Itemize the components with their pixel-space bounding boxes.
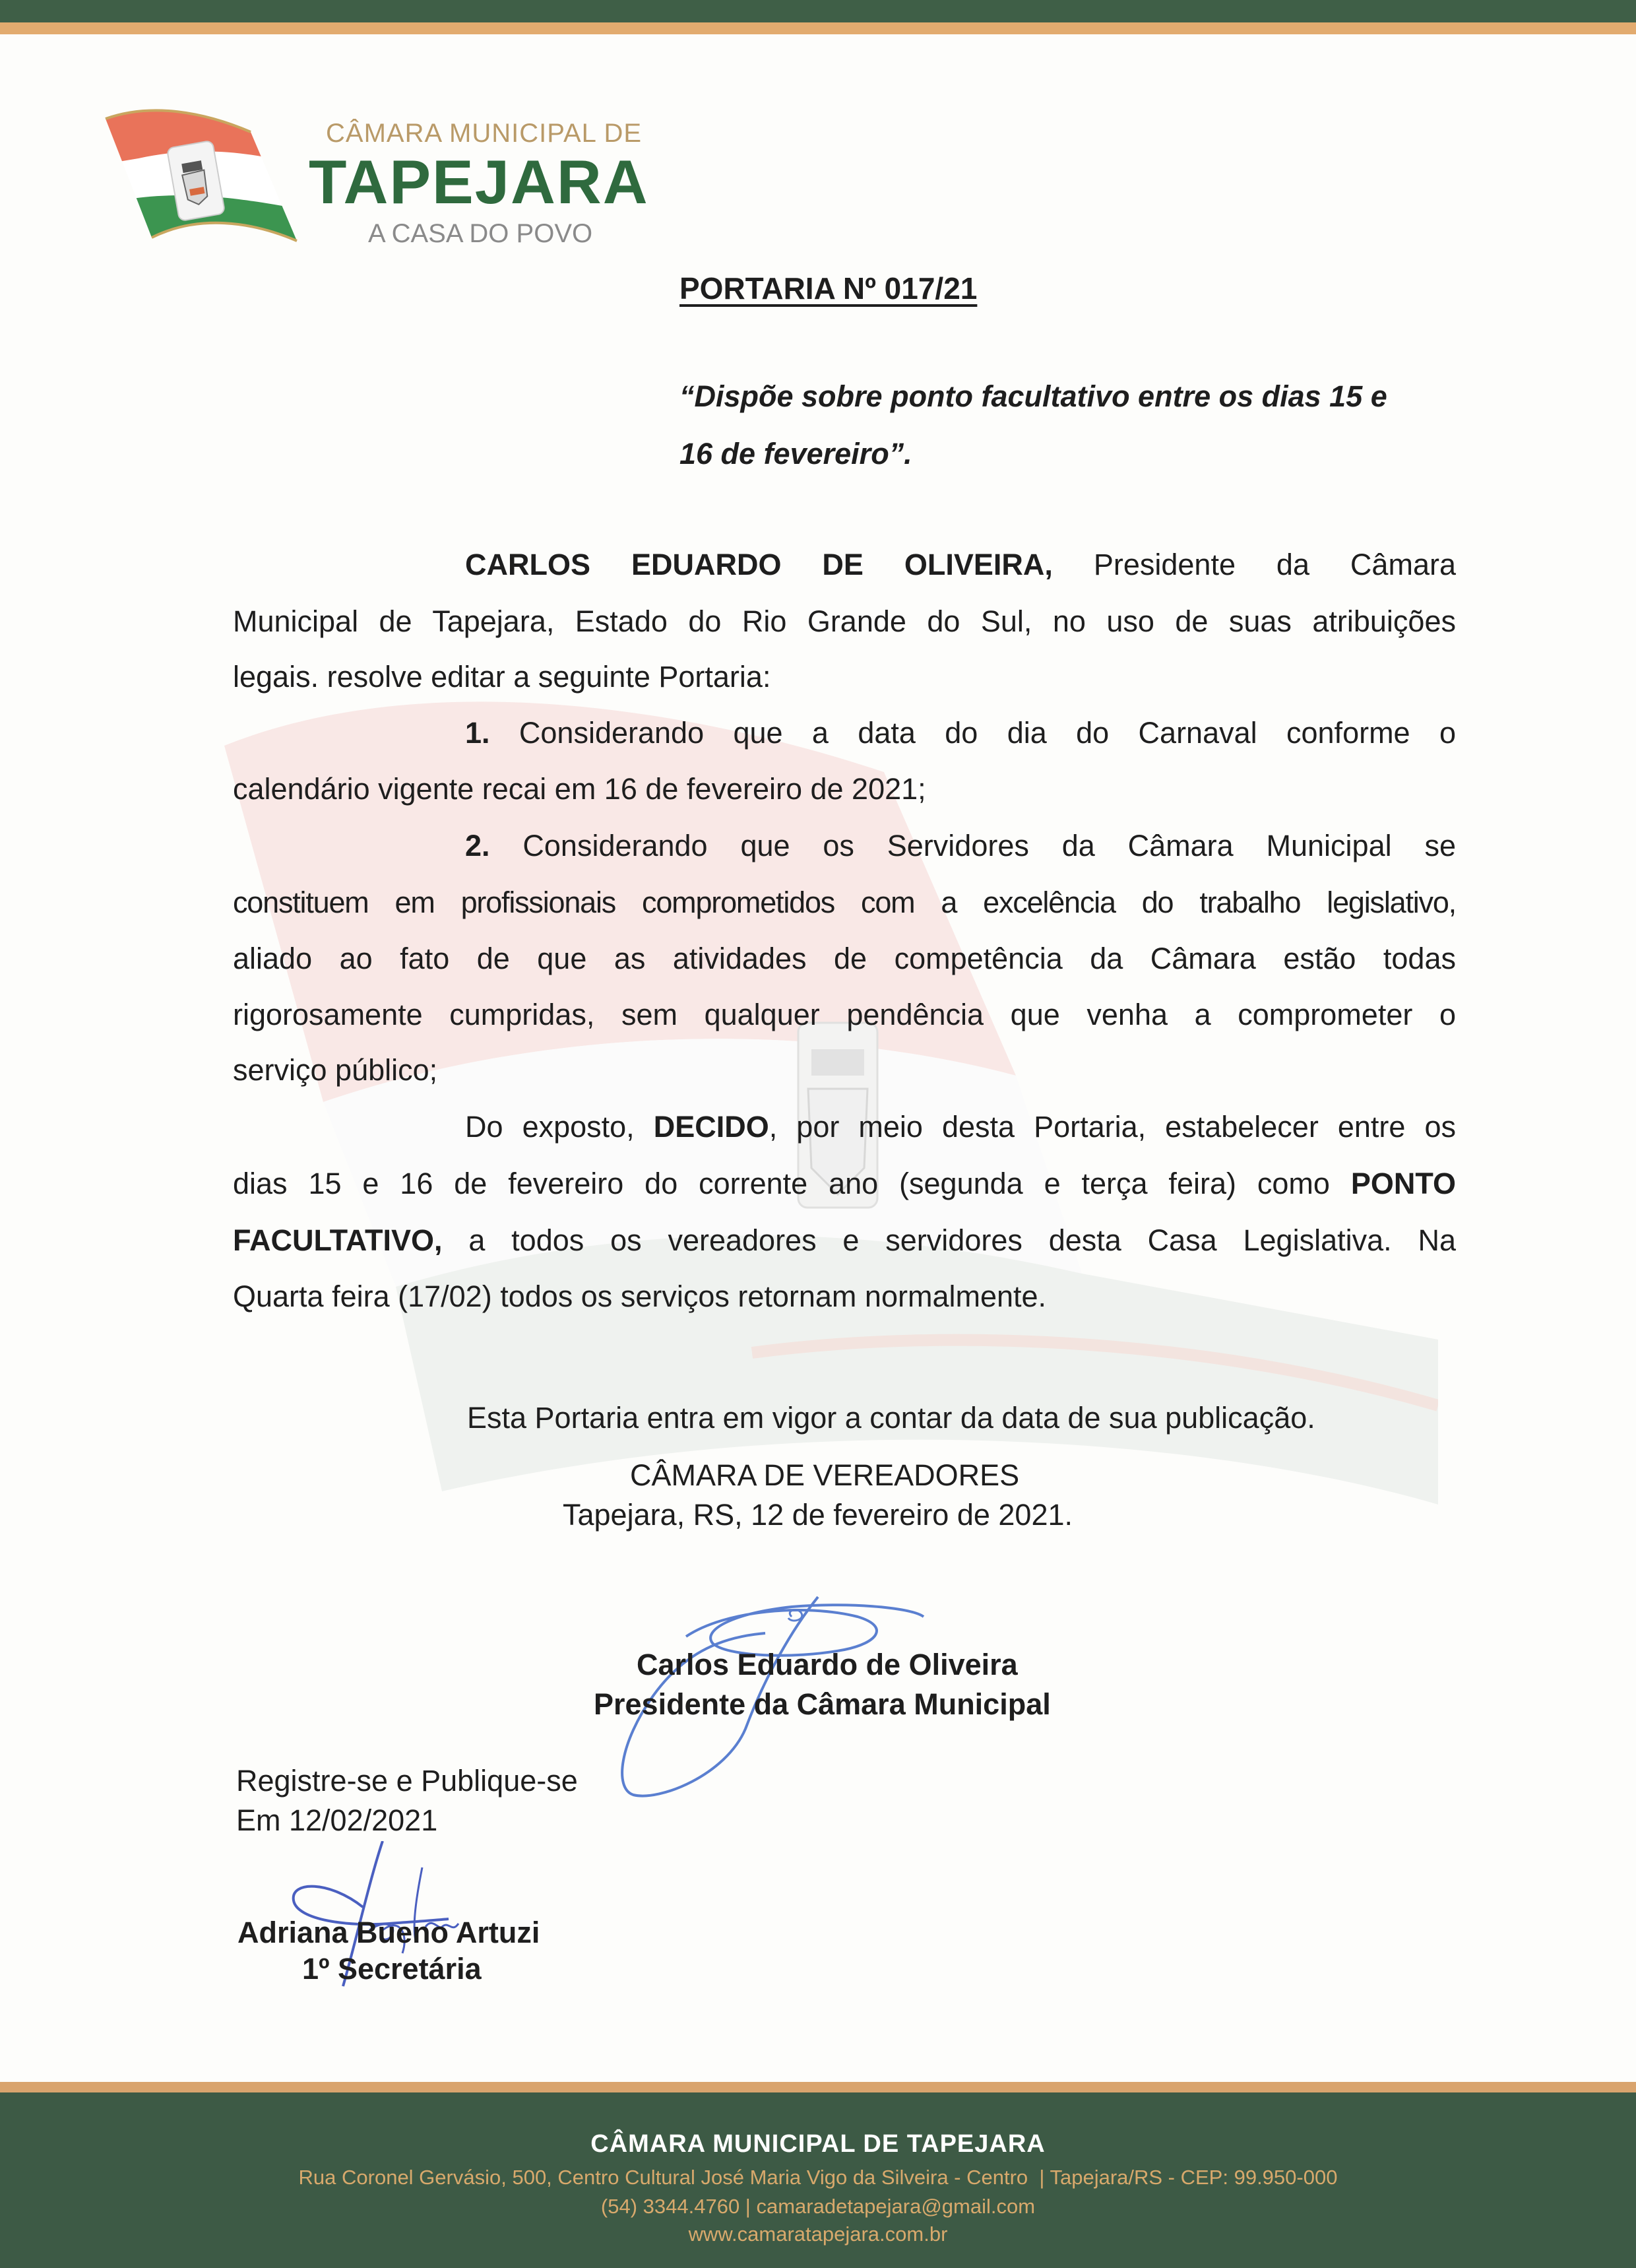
item-2-line-4: rigorosamente cumpridas, sem qualquer pendência que venha a comprometer o — [233, 998, 1456, 1031]
register-line-1: Registre-se e Publique-se — [236, 1764, 578, 1798]
item-2-line-1 — [465, 827, 1456, 864]
item-2-number: 2. — [465, 829, 490, 862]
vigor-statement: Esta Portaria entra em vigor a contar da data de sua publicação. — [467, 1401, 1315, 1435]
item-2-line-3: aliado ao fato de que as atividades de competência da Câmara estão todas — [233, 942, 1456, 975]
place-date: Tapejara, RS, 12 de fevereiro de 2021. — [563, 1498, 1073, 1532]
header-green-band — [0, 0, 1636, 22]
header-orange-band — [0, 22, 1636, 34]
register-line-2: Em 12/02/2021 — [236, 1803, 438, 1837]
ponto-keyword: PONTO — [1350, 1167, 1457, 1200]
preamble-line-2: Municipal de Tapejara, Estado do Rio Grande do Sul, no uso de suas atribuições — [233, 604, 1456, 638]
footer-address: Rua Coronel Gervásio, 500, Centro Cultural José Maria Vigo da Silveira - Centro | Tapejara/RS - CEP: 99.950-000 — [298, 2166, 1338, 2189]
decision-line-3 — [233, 1222, 1456, 1259]
signer-1-role: Presidente da Câmara Municipal — [594, 1687, 1051, 1721]
decision-line-2 — [233, 1165, 1456, 1202]
preamble-line-3: legais. resolve editar a seguinte Portaria: — [233, 660, 771, 694]
facultativo-keyword: FACULTATIVO, — [233, 1223, 443, 1257]
signer-2-role: 1º Secretária — [302, 1952, 482, 1986]
item-1-number: 1. — [465, 716, 490, 750]
decision-text-c: dias 15 e 16 de fevereiro do corrente ano (segunda e terça feira) como — [233, 1167, 1330, 1200]
item-1-line-1 — [465, 715, 1456, 752]
decision-text-a: Do exposto, — [465, 1110, 635, 1144]
decision-text-d: a todos os vereadores e servidores desta Casa Legislativa. Na — [468, 1223, 1456, 1257]
footer-orange-band — [0, 2082, 1636, 2092]
logo-subtitle: CÂMARA MUNICIPAL DE — [326, 119, 643, 148]
ementa-line-2: 16 de fevereiro”. — [679, 437, 912, 470]
place-organization: CÂMARA DE VEREADORES — [630, 1458, 1020, 1492]
preamble-line-1 — [465, 546, 1456, 583]
decision-text-b: , por meio desta Portaria, estabelecer entre os — [769, 1110, 1456, 1144]
item-1-line-2: calendário vigente recai em 16 de fevereiro de 2021; — [233, 772, 926, 806]
footer-title: CÂMARA MUNICIPAL DE TAPEJARA — [590, 2130, 1046, 2158]
footer-contact[interactable]: (54) 3344.4760 | camaradetapejara@gmail.com — [600, 2195, 1036, 2218]
president-name: CARLOS EDUARDO DE OLIVEIRA, — [465, 548, 1053, 581]
signer-2-name: Adriana Bueno Artuzi — [237, 1916, 540, 1949]
decido-keyword: DECIDO — [653, 1110, 769, 1144]
signer-1-name: Carlos Eduardo de Oliveira — [637, 1648, 1018, 1681]
item-2-text: Considerando que os Servidores da Câmara Municipal se — [522, 829, 1456, 862]
item-2-line-2: constituem em profissionais comprometidos com a excelência do trabalho legislativo, — [233, 886, 1456, 919]
flag-icon — [99, 106, 310, 264]
logo-title: TAPEJARA — [309, 147, 649, 216]
document-title: PORTARIA Nº 017/21 — [679, 271, 978, 306]
decision-line-1 — [465, 1109, 1456, 1146]
footer-website-link[interactable]: www.camaratapejara.com.br — [688, 2222, 948, 2246]
item-2-line-5: serviço público; — [233, 1053, 438, 1087]
item-1-text: Considerando que a data do dia do Carnaval conforme o — [519, 716, 1456, 750]
preamble-text: Presidente da Câmara — [1093, 548, 1456, 581]
decision-line-4: Quarta feira (17/02) todos os serviços retornam normalmente. — [233, 1280, 1047, 1313]
logo-tagline: A CASA DO POVO — [368, 219, 593, 248]
ementa-line-1: “Dispõe sobre ponto facultativo entre os dias 15 e — [679, 379, 1387, 413]
